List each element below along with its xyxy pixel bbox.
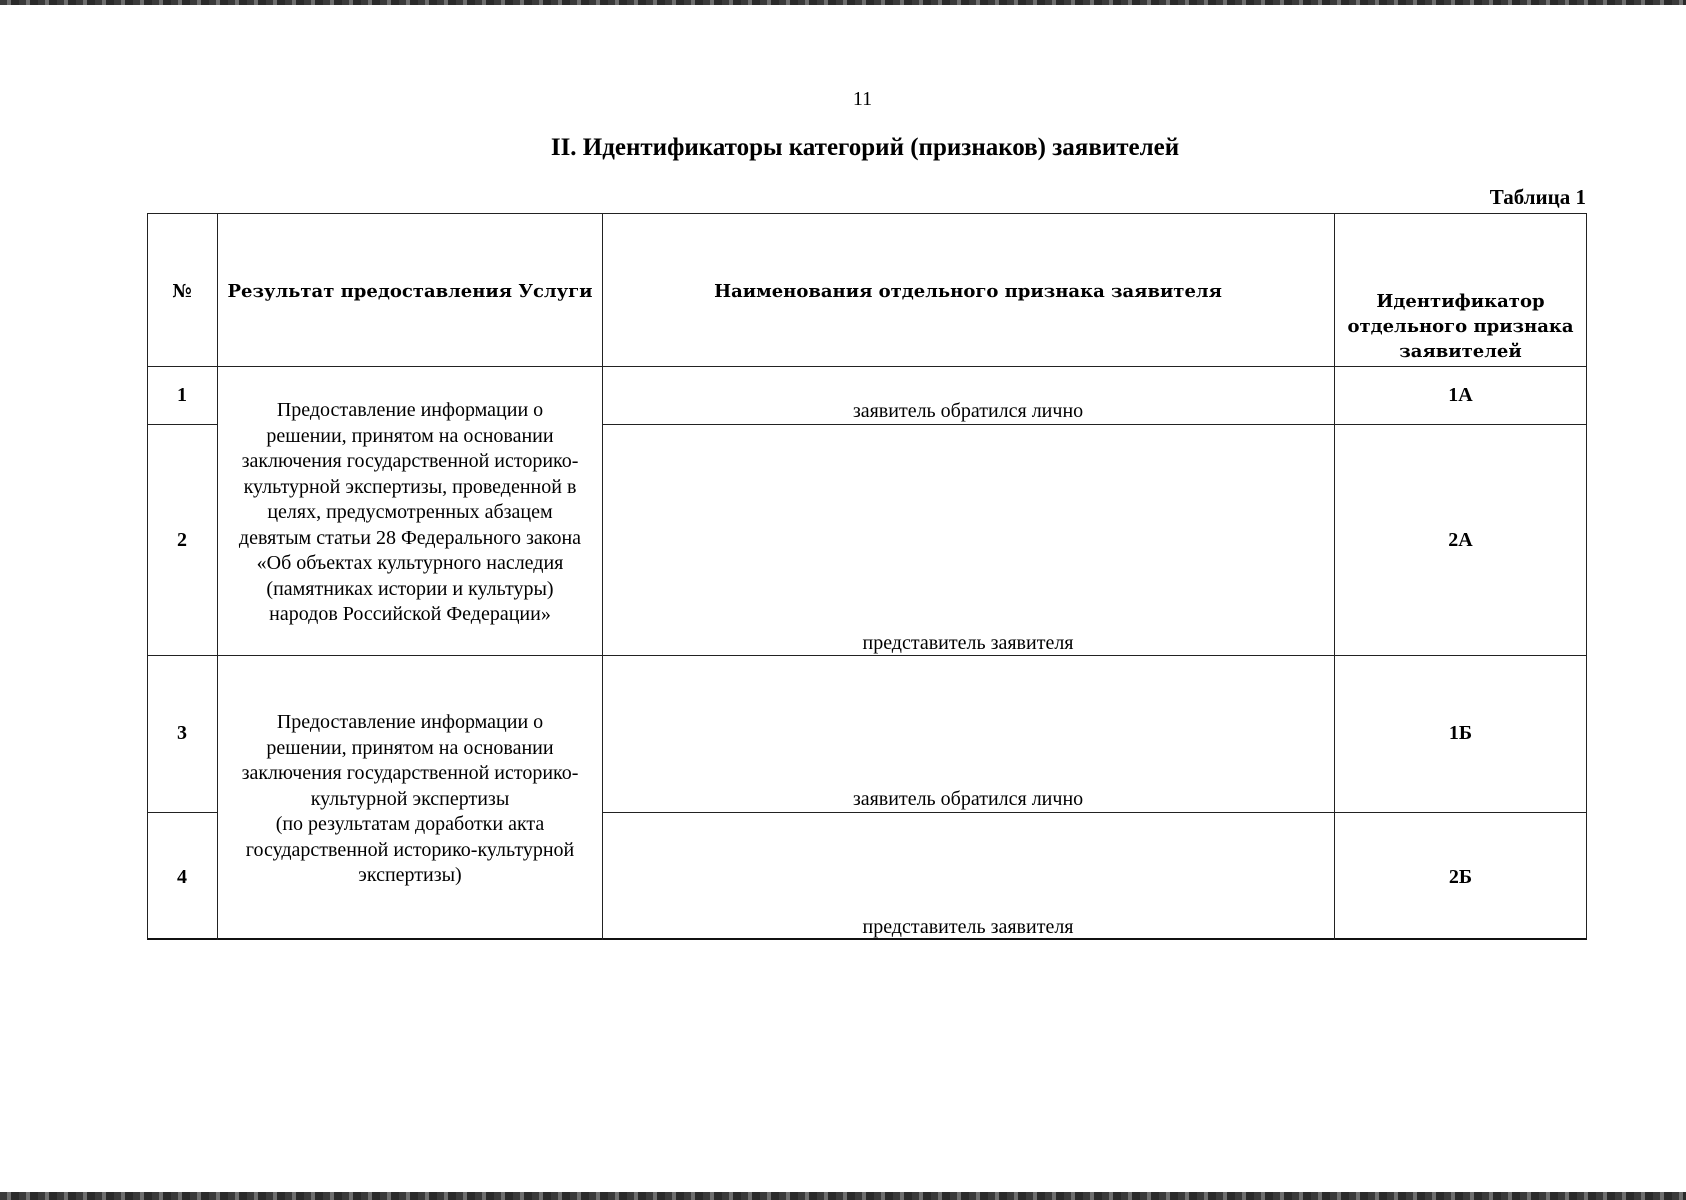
result-line: решении, принятом на основании [266,736,554,759]
row-1-sign: заявитель обратился лично [852,400,1084,422]
result-line: целях, предусмотренных абзацем [267,501,553,523]
header-identifier-line-3: заявителей [1399,341,1522,362]
row-4-sign: представитель заявителя [862,916,1074,938]
page-number: 11 [852,88,873,110]
row-3-identifier: 1Б [1448,722,1473,744]
header-identifier-line-2: отдельного признака [1347,316,1574,337]
result-line: заключения государственной историко- [241,450,579,472]
row-1-num: 1 [177,384,187,406]
result-group-2 [218,710,602,889]
result-line: Предоставление информации о [276,399,544,421]
result-line: народов Российской Федерации» [269,603,551,625]
row-4-identifier: 2Б [1448,866,1473,888]
header-result: Результат предоставления Услуги [227,281,593,302]
row-3-bottom-num [147,812,217,813]
result-line: культурной экспертизы [310,787,510,810]
header-num: № [172,281,192,302]
result-group-1 [218,398,602,628]
scan-top-edge [0,0,1686,5]
group-1-bottom-line [147,655,1587,656]
header-identifier-line-1: Идентификатор [1376,291,1545,312]
row-2-sign: представитель заявителя [862,632,1074,654]
result-line: (памятниках истории и культуры) [266,577,554,600]
row-1-bottom-num [147,424,217,425]
row-3-sign: заявитель обратился лично [852,788,1084,810]
col-divider-result [602,213,603,940]
row-3-bottom-rest [602,812,1587,813]
row-1-bottom-rest [602,424,1587,425]
header-bottom-line [147,366,1587,367]
result-line: девятым статьи 28 Федерального закона [238,526,582,549]
result-line: «Об объектах культурного наследия [256,552,564,574]
result-line: (по результатам доработки акта [275,813,545,835]
row-2-identifier: 2А [1448,529,1473,551]
scan-bottom-edge [0,1192,1686,1200]
header-sign-name: Наименования отдельного признака заявителя [714,281,1222,302]
result-line: Предоставление информации о [276,711,544,733]
result-line: государственной историко-культурной [245,838,575,861]
row-4-num: 4 [177,866,187,888]
row-2-num: 2 [177,529,187,551]
result-line: культурной экспертизы, проведенной в [243,475,577,498]
table-caption: Таблица 1 [1489,185,1586,209]
row-1-identifier: 1А [1448,384,1473,406]
row-3-num: 3 [177,722,187,744]
result-line: заключения государственной историко- [241,762,579,784]
result-line: экспертизы) [358,864,462,886]
page-heading: II. Идентификаторы категорий (признаков) заявителей [550,134,1180,161]
result-line: решении, принятом на основании [266,424,554,447]
